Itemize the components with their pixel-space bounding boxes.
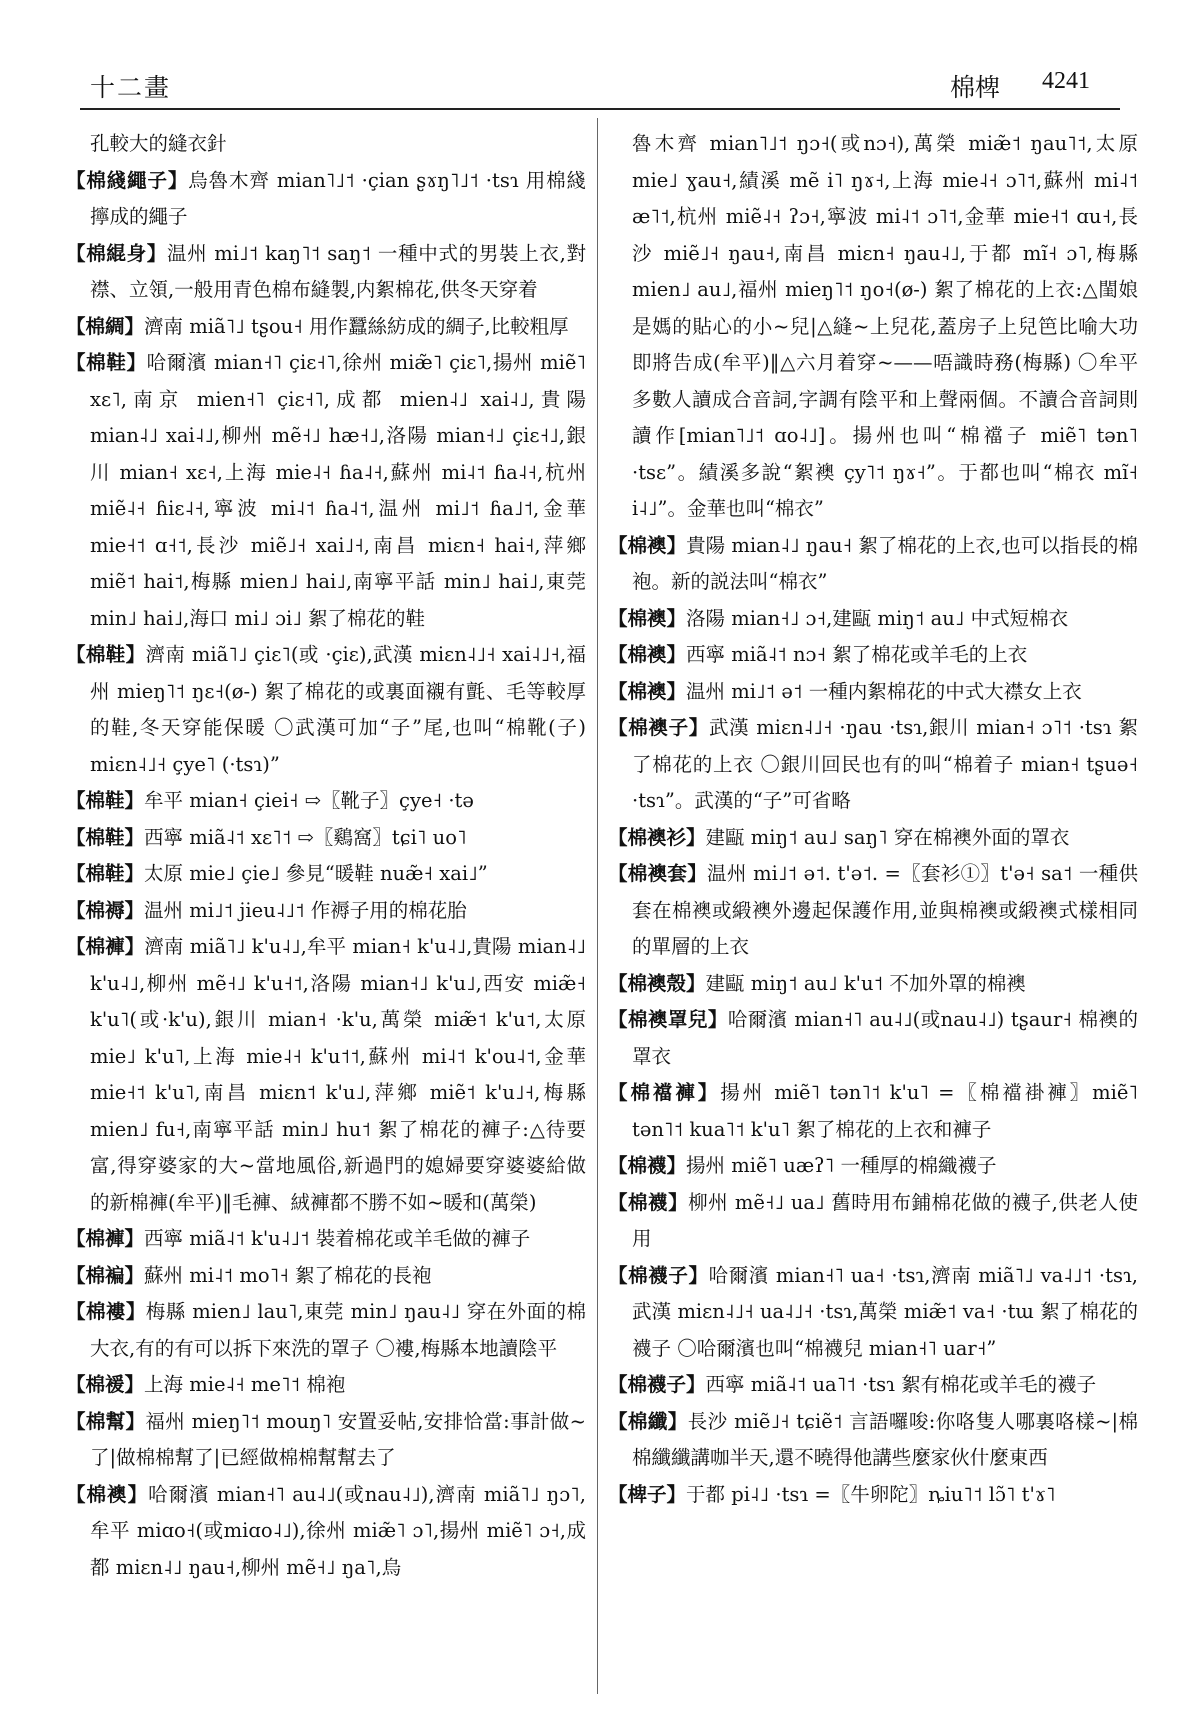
entry-definition: 建甌 miŋ˦ au˩ k'u˦ 不加外罩的棉襖 [705, 971, 1026, 995]
dictionary-entry [608, 601, 1138, 638]
dictionary-entry [608, 1185, 1138, 1258]
entry-headword: 【棉襖套】 [608, 862, 708, 885]
entry-headword: 【棉襪子】 [608, 1373, 706, 1396]
dictionary-entry [66, 929, 586, 1221]
dictionary-entry [608, 1002, 1138, 1075]
entry-headword: 【棉鞋】 [66, 643, 146, 666]
entry-headword: 【棉襖子】 [608, 716, 709, 739]
entry-headword: 【棉褊】 [66, 1263, 145, 1287]
dictionary-entry [66, 1258, 586, 1295]
dictionary-entry [66, 820, 586, 857]
dictionary-entry [608, 637, 1138, 674]
entry-definition: 魯木齊 mian˥˩˦ ŋɔ˧(或nɔ˧),萬榮 miæ̃˦ ŋau˥˦,太原 mie˩ ɣau˧,績溪 mẽ i˥ ŋɤ˧,上海 mie˨˧ ɔ˥˦,蘇州 mi˨˦ æ˥˦,杭州 miẽ˨˧ ʔɔ˧,寧波 mi˨˦ ɔ˥˦,金華 mie˧˦ ɑu˧,長沙 miẽ˩˧ ŋau˧,南昌 miɛn˧ ŋau˨˩,于都 mĩ˧ ɔ˥,梅縣 mien˩ au˩,福州 mieŋ˥˦ ŋo˧(ø-) 絮了棉花的上衣:△閨娘是媽的貼心的小~兒|△縫~上兒花,蓋房子上兒笆比喻大功即將告成(牟平)‖△六月着穿~——唔識時務(梅縣) 〇牟平多數人讀成合音詞,字調有陰平和上聲兩個。不讀合音詞則讀作[mian˥˩˦ ɑo˨˩]。揚州也叫“棉襠子 miẽ˥ tən˥ ·tsɛ”。績溪多說“絮襖 çy˥˦ ŋɤ˧”。于都也叫“棉衣 mĩ˧ i˨˩”。金華也叫“棉衣” [632, 132, 1138, 520]
left-column [66, 126, 586, 1704]
dictionary-entry [66, 345, 586, 637]
dictionary-entry [608, 1404, 1138, 1477]
entry-headword: 【棉鞋】 [66, 825, 145, 849]
section-title: 十二畫 [90, 73, 172, 102]
dictionary-entry [608, 966, 1138, 1003]
entry-headword: 【棉襪】 [608, 1154, 687, 1177]
dictionary-entry [66, 126, 586, 163]
dictionary-entry [66, 1477, 586, 1587]
entry-definition: 貴陽 mian˨˩ ŋau˧ 絮了棉花的上衣,也可以指長的棉袍。新的説法叫“棉衣” [632, 533, 1138, 593]
dictionary-entry [66, 856, 586, 893]
entry-definition: 烏魯木齊 mian˥˩˦ ·çian ʂɤŋ˥˩˦ ·tsɿ 用棉綫擰成的繩子 [90, 168, 586, 228]
entry-definition: 哈爾濱 mian˧˥ ua˧ ·tsɿ,濟南 miã˥˩ va˨˩˦ ·tsɿ,武漢 miɛn˨˩˧ ua˨˩˧ ·tsɿ,萬榮 miæ̃˦ va˧ ·tɯ 絮了棉花的襪子 〇哈爾濱也叫“棉襪兒 mian˧˥ uar˧” [632, 1263, 1138, 1360]
entry-definition: 蘇州 mi˨˦ mo˥˧ 絮了棉花的長袍 [144, 1263, 432, 1287]
entry-headword: 【棉褲】 [66, 1227, 145, 1250]
entry-headword: 【棉鞋】 [66, 789, 145, 812]
entry-headword: 【棉襪子】 [608, 1263, 709, 1287]
header-characters: 棉椑 [949, 73, 1000, 102]
entry-definition: 温州 mi˩˦ jieu˨˩˦ 作褥子用的棉花胎 [144, 898, 467, 922]
page-number: 4241 [1042, 68, 1090, 94]
dictionary-entry [66, 1367, 586, 1404]
dictionary-entry [66, 236, 586, 309]
entry-headword: 【棉綢】 [66, 314, 145, 338]
entry-headword: 【棉襖】 [608, 606, 687, 630]
entry-headword: 【棉襖】 [66, 1482, 149, 1506]
dictionary-entry [608, 1258, 1138, 1368]
entry-headword: 【棉褑】 [66, 1373, 145, 1396]
entry-headword: 【棉幫】 [66, 1409, 146, 1433]
entry-headword: 【棉襖】 [608, 643, 687, 666]
entry-headword: 【棉襖】 [608, 533, 687, 557]
dictionary-entry [608, 528, 1138, 601]
entry-headword: 【棉褸】 [66, 1300, 146, 1323]
entry-definition: 上海 mie˨˧ me˥˦ 棉袍 [144, 1373, 346, 1396]
entry-definition: 哈爾濱 mian˧˥ au˨˩(或nau˨˩),濟南 miã˥˩ ŋɔ˥,牟平 miɑo˧(或miɑo˨˩),徐州 miæ̃˥ ɔ˥,揚州 miẽ˥ ɔ˧,成都 miɛn˨˩ ŋau˧,柳州 mẽ˧˩ ŋa˥,烏 [90, 1482, 586, 1579]
dictionary-entry [66, 1404, 586, 1477]
entry-definition: 西寧 miã˨˦ k'u˨˩˦ 裝着棉花或羊毛做的褲子 [144, 1227, 531, 1250]
entry-definition: 濟南 miã˥˩ k'u˨˩,牟平 mian˧ k'u˨˩,貴陽 mian˨˩ k'u˨˩,柳州 mẽ˧˩ k'u˧˦,洛陽 mian˧˩ k'u˩,西安 miæ̃˧ k'u˥(或·k'u),銀川 mian˧ ·k'u,萬榮 miæ̃˦ k'u˦,太原 mie˩ k'u˥,上海 mie˨˧ k'u˦˦,蘇州 mi˨˦ k'ou˨˦,金華 mie˧˦ k'u˥,南昌 miɛn˦ k'u˩,萍鄉 miẽ˦ k'u˩˧,梅縣 mien˩ fu˧,南寧平話 min˩ hu˦ 絮了棉花的褲子:△待要富,得穿婆家的大~當地風俗,新過門的媳婦要穿婆婆給做的新棉褲(牟平)‖毛褲、絨褲都不勝不如~暖和(萬榮) [90, 935, 586, 1214]
entry-definition: 梅縣 mien˩ lau˥,東莞 min˩ ŋau˨˩ 穿在外面的棉大衣,有的有可以拆下來洗的罩子 〇褸,梅縣本地讀陰平 [90, 1300, 586, 1360]
entry-definition: 温州 mi˩˦ kaŋ˥˦ saŋ˦ 一種中式的男裝上衣,對襟、立領,一般用青色棉布縫製,内絮棉花,供冬天穿着 [90, 241, 586, 301]
entry-headword: 【棉纖】 [608, 1409, 688, 1433]
entry-headword: 【棉鞋】 [66, 351, 147, 374]
entry-headword: 【棉襖】 [608, 679, 687, 703]
page-header [90, 62, 1090, 106]
dictionary-entry [608, 856, 1138, 966]
header-rule [80, 108, 1120, 110]
entry-definition: 建甌 miŋ˦ au˩ saŋ˥ 穿在棉襖外面的罩衣 [705, 825, 1070, 849]
entry-headword: 【棉緄身】 [66, 241, 167, 265]
entry-definition: 牟平 mian˧ çiei˧ ⇨〖靴子〗çye˧ ·tə [144, 789, 474, 812]
entry-headword: 【棉襖罩兒】 [608, 1008, 728, 1031]
entry-definition: 温州 mi˩˦ ə˦. t'ə˦. =〖套衫①〗t'ə˧ sa˦ 一種供套在棉襖或緞襖外邊起保護作用,並與棉襖或緞襖式樣相同的單層的上衣 [632, 862, 1138, 958]
dictionary-entry [66, 163, 586, 236]
dictionary-entry [608, 674, 1138, 711]
entry-definition: 西寧 miã˨˦ ua˥˦ ·tsɿ 絮有棉花或羊毛的襪子 [705, 1373, 1097, 1396]
dictionary-entry [608, 820, 1138, 857]
dictionary-entry [608, 1148, 1138, 1185]
dictionary-entry [608, 1075, 1138, 1148]
dictionary-entry [66, 637, 586, 783]
dictionary-entry [608, 710, 1138, 820]
entry-definition: 揚州 miẽ˥ uæʔ˥ 一種厚的棉織襪子 [686, 1154, 997, 1177]
entry-definition: 西寧 miã˨˦ xɛ˥˦ ⇨〖鷄窩〗tɕi˥ uo˥ [144, 825, 467, 849]
entry-headword: 【棉褲】 [66, 935, 145, 958]
dictionary-entry [66, 893, 586, 930]
entry-definition: 長沙 miẽ˩˧ tɕiẽ˦ 言語囉唆:你咯隻人哪裏咯樣~|棉棉纖纖講咖半天,還不曉得他講些麼家伙什麼東西 [632, 1409, 1138, 1469]
dictionary-entry [66, 783, 586, 820]
dictionary-entry [66, 1294, 586, 1367]
entry-definition: 福州 mieŋ˥˦ mouŋ˥ 安置妥帖,安排恰當:事計做~了|做棉棉幫了|已經做棉棉幫幫去了 [90, 1409, 586, 1469]
entry-headword: 【棉襖殼】 [608, 971, 706, 995]
entry-definition: 揚州 miẽ˥ tən˥˦ k'u˥ =〖棉襠褂褲〗miẽ˥ tən˥˦ kua˥˦ k'u˥ 絮了棉花的上衣和褲子 [632, 1081, 1138, 1141]
entry-definition: 西寧 miã˨˦ nɔ˧ 絮了棉花或羊毛的上衣 [686, 643, 1028, 666]
column-divider [597, 118, 598, 1694]
entry-headword: 【棉襖衫】 [608, 825, 706, 849]
dictionary-entry [66, 309, 586, 346]
entry-definition: 濟南 miã˥˩ çiɛ˥(或 ·çiɛ),武漢 miɛn˨˩˧ xai˨˩˧,福州 mieŋ˥˦ ŋɛ˧(ø-) 絮了棉花的或裏面襯有氈、毛等較厚的鞋,冬天穿能保暖 〇武漢可加“子”尾,也叫“棉靴(子) miɛn˨˩˧ çye˥ (·tsɿ)” [90, 643, 586, 776]
entry-headword: 【棉褥】 [66, 898, 145, 922]
dictionary-entry [66, 1221, 586, 1258]
entry-definition: 哈爾濱 mian˧˥ çiɛ˧˥,徐州 miæ̃˥ çiɛ˥,揚州 miẽ˥ xɛ˥,南京 mien˧˥ çiɛ˧˥,成都 mien˨˩ xai˨˩,貴陽 mian˨˩ xai˨˩,柳州 mẽ˧˩ hæ˧˩,洛陽 mian˧˩ çiɛ˧˩,銀川 mian˧ xɛ˧,上海 mie˨˧ ɦa˨˧,蘇州 mi˨˦ ɦa˨˧,杭州 miẽ˨˧ ɦiɛ˨˧,寧波 mi˨˦ ɦa˨˦,温州 mi˩˦ ɦa˩˦,金華 mie˧˦ ɑ˧˦,長沙 miẽ˩˧ xai˩˧,南昌 miɛn˧ hai˧,萍鄉 miẽ˦ hai˦,梅縣 mien˩ hai˩,南寧平話 min˩ hai˩,東莞 min˩ hai˩,海口 mi˩ ɔi˩ 絮了棉花的鞋 [90, 351, 586, 630]
entry-headword: 【椑子】 [608, 1482, 687, 1506]
entry-definition: 哈爾濱 mian˧˥ au˨˩(或nau˨˩) tʂaur˧ 棉襖的罩衣 [632, 1008, 1138, 1068]
entry-headword: 【棉綫繩子】 [66, 168, 189, 192]
entry-definition: 武漢 miɛn˨˩˧ ·ŋau ·tsɿ,銀川 mian˧ ɔ˥˦ ·tsɿ 絮了棉花的上衣 〇銀川回民也有的叫“棉着子 mian˧ tʂuə˧ ·tsɿ”。武漢的“子”可省略 [632, 716, 1138, 812]
entry-definition: 太原 mie˩ çie˩ 參見“暖鞋 nuæ̃˧ xai˩” [144, 862, 488, 885]
dictionary-entry [608, 126, 1138, 528]
entry-definition: 洛陽 mian˧˩ ɔ˧,建甌 miŋ˦ au˩ 中式短棉衣 [686, 606, 1069, 630]
entry-definition: 柳州 mẽ˧˩ ua˩ 舊時用布鋪棉花做的襪子,供老人使用 [632, 1190, 1138, 1250]
dictionary-entry [608, 1477, 1138, 1514]
entry-definition: 孔較大的縫衣針 [90, 132, 227, 155]
entry-definition: 濟南 miã˥˩ tʂou˧ 用作蠶絲紡成的綢子,比較粗厚 [144, 314, 569, 338]
entry-definition: 于都 pi˨˩ ·tsɿ =〖牛卵陀〗ȵiu˥˦ lɔ̃˥ t'ɤ˥ [686, 1482, 1056, 1506]
entry-headword: 【棉襠褲】 [608, 1081, 721, 1104]
dictionary-entry [608, 1367, 1138, 1404]
entry-definition: 温州 mi˩˦ ə˦ 一種内絮棉花的中式大襟女上衣 [686, 679, 1082, 703]
right-column [608, 126, 1138, 1704]
entry-headword: 【棉鞋】 [66, 862, 145, 885]
entry-headword: 【棉襪】 [608, 1190, 689, 1214]
